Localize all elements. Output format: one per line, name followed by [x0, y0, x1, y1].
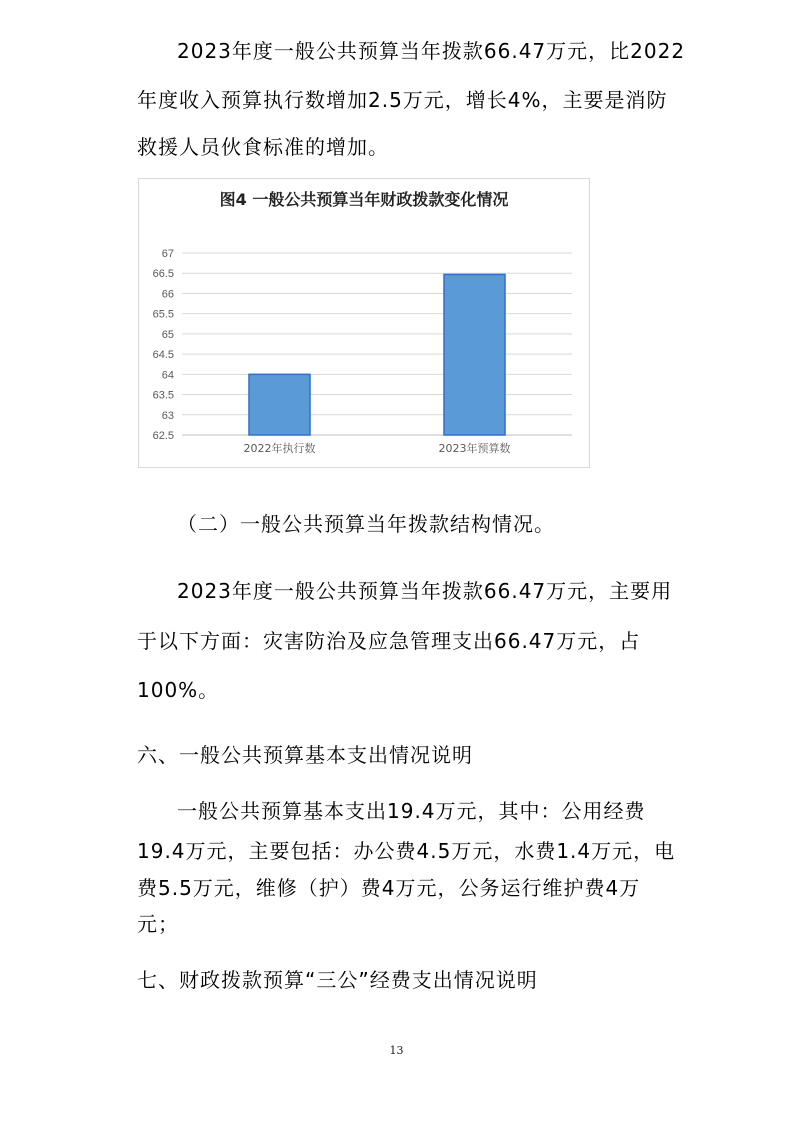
y-tick-label: 65	[161, 328, 174, 341]
y-tick-label: 64	[161, 369, 174, 382]
paragraph-line: 年度收入预算执行数增加2.5万元，增长4%，主要是消防	[137, 88, 668, 112]
paragraph-line: 2023年度一般公共预算当年拨款66.47万元，主要用	[177, 579, 673, 603]
y-tick-label: 66	[161, 288, 174, 301]
subheading: （二）一般公共预算当年拨款结构情况。	[177, 512, 555, 536]
y-tick-label: 63.5	[152, 389, 174, 402]
y-tick-label: 66.5	[152, 268, 174, 281]
page-number: 13	[389, 1044, 404, 1057]
y-tick-label: 62.5	[152, 430, 174, 442]
y-tick-label: 63	[161, 409, 174, 422]
y-tick-label: 65.5	[152, 308, 174, 321]
x-tick-label: 2023年预算数	[438, 442, 511, 455]
paragraph-line: 救援人员伙食标准的增加。	[137, 135, 389, 159]
paragraph-line: 19.4万元，主要包括：办公费4.5万元，水费1.4万元，电	[137, 839, 676, 863]
paragraph-line: 2023年度一般公共预算当年拨款66.47万元，比2022	[177, 39, 686, 63]
paragraph-line: 元；	[137, 912, 179, 936]
section-heading: 六、一般公共预算基本支出情况说明	[137, 743, 473, 767]
y-tick-label: 67	[161, 248, 174, 260]
paragraph-line: 费5.5万元，维修（护）费4万元，公务运行维护费4万	[137, 876, 641, 900]
y-tick-label: 64.5	[152, 349, 174, 362]
bar	[444, 274, 505, 435]
section-heading: 七、财政拨款预算“三公”经费支出情况说明	[137, 968, 538, 992]
bar	[249, 374, 310, 435]
chart-plot	[139, 179, 589, 467]
chart-title: 图4 一般公共预算当年财政拨款变化情况	[219, 190, 509, 209]
paragraph-line: 一般公共预算基本支出19.4万元，其中：公用经费	[177, 799, 646, 823]
bar-chart	[138, 178, 590, 468]
paragraph-line: 于以下方面：灾害防治及应急管理支出66.47万元，占	[137, 629, 641, 653]
x-tick-label: 2022年执行数	[243, 442, 316, 455]
paragraph-line: 100%。	[137, 678, 220, 702]
